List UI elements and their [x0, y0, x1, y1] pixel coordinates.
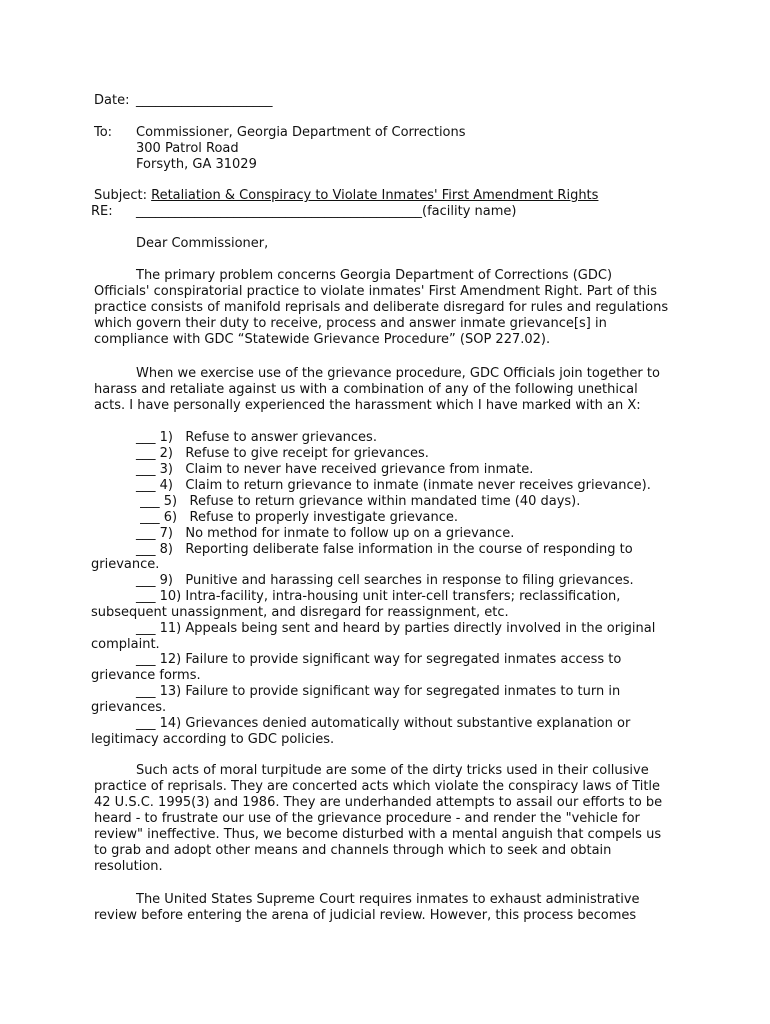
checklist-item: ___ 7) No method for inmate to follow up on a grievance. — [136, 526, 515, 541]
subject-line — [94, 188, 598, 204]
date-blank: _____________________ — [136, 93, 273, 108]
checklist-item-continuation: grievances. — [91, 700, 167, 715]
subject-label: Subject: — [94, 188, 152, 203]
para1-line: practice consists of manifold reprisals and deliberate disregard for rules and regulations — [94, 300, 669, 315]
para1-line: compliance with GDC “Statewide Grievance Procedure” (SOP 227.02). — [94, 332, 551, 347]
para1-line: which govern their duty to receive, process and answer inmate grievance[s] in — [94, 316, 607, 331]
subject-text: Retaliation & Conspiracy to Violate Inmates' First Amendment Rights — [151, 188, 599, 203]
checklist-item: ___ 8) Reporting deliberate false information in the course of responding to — [136, 542, 633, 557]
checklist-item: ___ 11) Appeals being sent and heard by parties directly involved in the original — [136, 621, 656, 636]
checklist-item-continuation: legitimacy according to GDC policies. — [91, 732, 335, 747]
date-label: Date: — [94, 93, 130, 108]
para3-line: heard - to frustrate our use of the grievance procedure - and render the "vehicle for — [94, 811, 640, 826]
salutation: Dear Commissioner, — [136, 236, 269, 251]
checklist-item: ___ 6) Refuse to properly investigate grievance. — [136, 510, 459, 525]
para2-line: When we exercise use of the grievance procedure, GDC Officials join together to — [136, 366, 660, 381]
checklist-item: ___ 2) Refuse to give receipt for grievances. — [136, 446, 429, 461]
checklist-item: ___ 5) Refuse to return grievance within mandated time (40 days). — [136, 494, 581, 509]
para3-line: resolution. — [94, 859, 163, 874]
para3-line: Such acts of moral turpitude are some of the dirty tricks used in their collusive — [136, 763, 649, 778]
para1-line: Officials' conspiratorial practice to violate inmates' First Amendment Right. Part of this — [94, 284, 657, 299]
re-label: RE: — [91, 204, 113, 219]
re-suffix: (facility name) — [422, 204, 517, 219]
checklist-item: ___ 1) Refuse to answer grievances. — [136, 430, 377, 445]
checklist-item: ___ 13) Failure to provide significant way for segregated inmates to turn in — [136, 684, 621, 699]
checklist-item-continuation: grievance. — [91, 557, 160, 572]
to-line-2: 300 Patrol Road — [136, 141, 239, 156]
para4-line: review before entering the arena of judicial review. However, this process becomes — [94, 908, 637, 923]
checklist-item: ___ 12) Failure to provide significant way for segregated inmates access to — [136, 652, 622, 667]
checklist-item: ___ 3) Claim to never have received grievance from inmate. — [136, 462, 534, 477]
checklist-item-continuation: grievance forms. — [91, 668, 201, 683]
checklist-item: ___ 9) Punitive and harassing cell searches in response to filing grievances. — [136, 573, 634, 588]
re-line — [136, 204, 516, 220]
to-line-3: Forsyth, GA 31029 — [136, 157, 257, 172]
checklist-item-continuation: subsequent unassignment, and disregard for reassignment, etc. — [91, 605, 509, 620]
checklist-item: ___ 14) Grievances denied automatically without substantive explanation or — [136, 716, 631, 731]
para3-line: practice of reprisals. They are concerted acts which violate the conspiracy laws of Title — [94, 779, 661, 794]
checklist-item: ___ 10) Intra-facility, intra-housing unit inter-cell transfers; reclassification, — [136, 589, 621, 604]
para4-line: The United States Supreme Court requires inmates to exhaust administrative — [136, 892, 640, 907]
para2-line: harass and retaliate against us with a combination of any of the following unethical — [94, 382, 638, 397]
para1-line: The primary problem concerns Georgia Department of Corrections (GDC) — [136, 268, 613, 283]
to-label: To: — [94, 125, 113, 140]
para3-line: 42 U.S.C. 1995(3) and 1986. They are underhanded attempts to assail our efforts to be — [94, 795, 663, 810]
re-blank: ____________________________________________ — [136, 204, 422, 219]
checklist-item: ___ 4) Claim to return grievance to inmate (inmate never receives grievance). — [136, 478, 651, 493]
to-line-1: Commissioner, Georgia Department of Corrections — [136, 125, 466, 140]
checklist-item-continuation: complaint. — [91, 637, 160, 652]
para3-line: to grab and adopt other means and channels through which to seek and obtain — [94, 843, 612, 858]
para2-line: acts. I have personally experienced the harassment which I have marked with an X: — [94, 398, 641, 413]
para3-line: review" ineffective. Thus, we become disturbed with a mental anguish that compels us — [94, 827, 662, 842]
